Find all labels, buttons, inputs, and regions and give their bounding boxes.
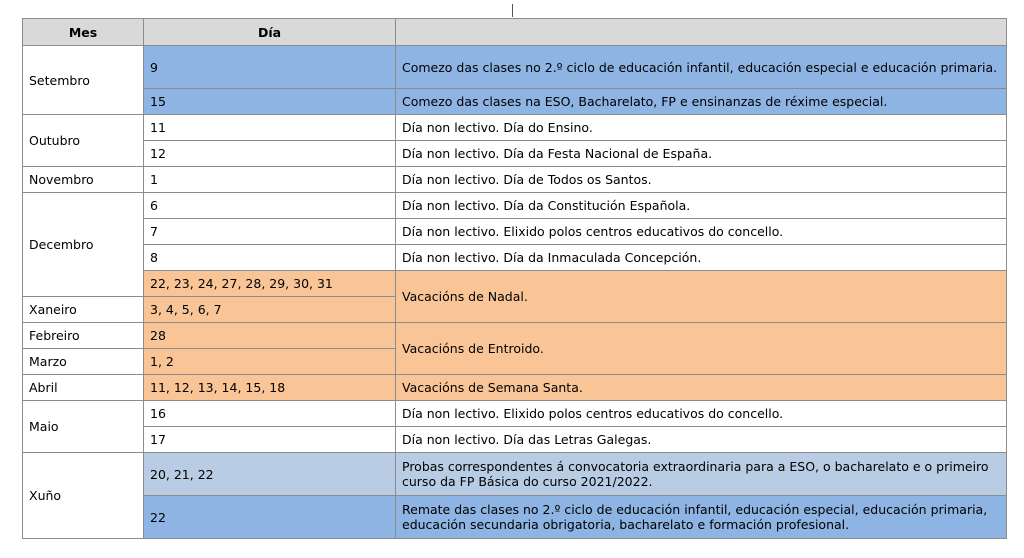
day-cell: 8 (144, 245, 396, 271)
header-desc (396, 19, 1007, 46)
month-cell: Outubro (23, 115, 144, 167)
table-row (23, 271, 1007, 297)
table-row (23, 427, 1007, 453)
description-cell: Día non lectivo. Día de Todos os Santos. (396, 167, 1007, 193)
day-cell: 3, 4, 5, 6, 7 (144, 297, 396, 323)
month-cell: Setembro (23, 46, 144, 115)
day-cell: 11, 12, 13, 14, 15, 18 (144, 375, 396, 401)
table-row (23, 167, 1007, 193)
day-cell: 11 (144, 115, 396, 141)
table-row (23, 46, 1007, 89)
description-cell: Día non lectivo. Elixido polos centros educativos do concello. (396, 401, 1007, 427)
month-cell: Novembro (23, 167, 144, 193)
table-row (23, 375, 1007, 401)
month-cell: Decembro (23, 193, 144, 297)
day-cell: 16 (144, 401, 396, 427)
header-dia: Día (144, 19, 396, 46)
table-row (23, 496, 1007, 539)
day-cell: 15 (144, 89, 396, 115)
description-cell: Día non lectivo. Día do Ensino. (396, 115, 1007, 141)
description-cell: Día non lectivo. Día da Inmaculada Concepción. (396, 245, 1007, 271)
month-cell: Abril (23, 375, 144, 401)
month-cell: Febreiro (23, 323, 144, 349)
table-row (23, 115, 1007, 141)
description-cell: Vacacións de Nadal. (396, 271, 1007, 323)
description-cell: Día non lectivo. Elixido polos centros educativos do concello. (396, 219, 1007, 245)
day-cell: 1, 2 (144, 349, 396, 375)
header-mes: Mes (23, 19, 144, 46)
table-row (23, 141, 1007, 167)
day-cell: 20, 21, 22 (144, 453, 396, 496)
table-row (23, 323, 1007, 349)
table-row (23, 219, 1007, 245)
table-row (23, 453, 1007, 496)
description-cell: Vacacións de Entroido. (396, 323, 1007, 375)
description-cell: Día non lectivo. Día das Letras Galegas. (396, 427, 1007, 453)
month-cell: Maio (23, 401, 144, 453)
month-cell: Marzo (23, 349, 144, 375)
description-cell: Día non lectivo. Día da Constitución Española. (396, 193, 1007, 219)
day-cell: 12 (144, 141, 396, 167)
day-cell: 1 (144, 167, 396, 193)
day-cell: 6 (144, 193, 396, 219)
school-calendar-table (22, 18, 1007, 539)
header-row (23, 19, 1007, 46)
day-cell: 22 (144, 496, 396, 539)
table-row (23, 245, 1007, 271)
day-cell: 22, 23, 24, 27, 28, 29, 30, 31 (144, 271, 396, 297)
description-cell: Día non lectivo. Día da Festa Nacional de España. (396, 141, 1007, 167)
text-cursor (512, 4, 513, 17)
day-cell: 9 (144, 46, 396, 89)
table-row (23, 89, 1007, 115)
table-row (23, 193, 1007, 219)
table-row (23, 401, 1007, 427)
description-cell: Comezo das clases na ESO, Bacharelato, FP e ensinanzas de réxime especial. (396, 89, 1007, 115)
description-cell: Remate das clases no 2.º ciclo de educación infantil, educación especial, educación primaria, educación secundaria obrigatoria, bacharelato e formación profesional. (396, 496, 1007, 539)
day-cell: 7 (144, 219, 396, 245)
day-cell: 28 (144, 323, 396, 349)
month-cell: Xaneiro (23, 297, 144, 323)
month-cell: Xuño (23, 453, 144, 539)
day-cell: 17 (144, 427, 396, 453)
description-cell: Comezo das clases no 2.º ciclo de educación infantil, educación especial e educación primaria. (396, 46, 1007, 89)
description-cell: Probas correspondentes á convocatoria extraordinaria para a ESO, o bacharelato e o primeiro curso da FP Básica do curso 2021/2022. (396, 453, 1007, 496)
description-cell: Vacacións de Semana Santa. (396, 375, 1007, 401)
